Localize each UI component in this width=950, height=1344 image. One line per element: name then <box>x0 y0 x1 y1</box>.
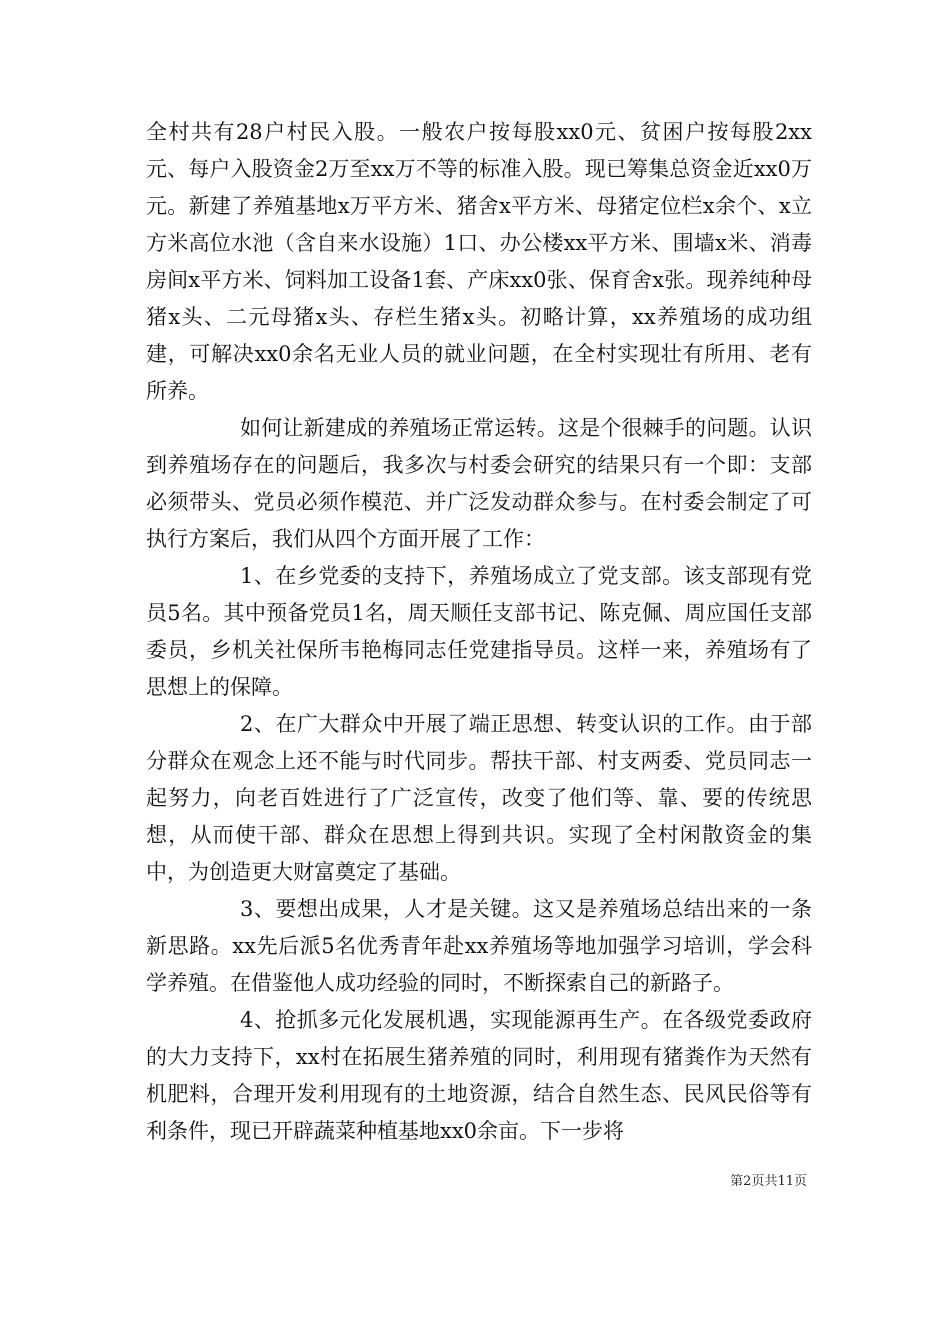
document-body <box>146 114 812 1150</box>
page-number: 第2页共11页 <box>730 1174 807 1189</box>
paragraph-item-4: 4、抢抓多元化发展机遇，实现能源再生产。在各级党委政府的大力支持下，xx村在拓展生猪养殖的同时，利用现有猪粪作为天然有机肥料，合理开发利用现有的土地资源，结合自然生态、民风民俗等有利条件，现已开辟蔬菜种植基地xx0余亩。下一步将 <box>146 1008 812 1143</box>
paragraph-operation: 如何让新建成的养殖场正常运转。这是个很棘手的问题。认识到养殖场存在的问题后，我多次与村委会研究的结果只有一个即：支部必须带头、党员必须作模范、并广泛发动群众参与。在村委会制定了可执行方案后，我们从四个方面开展了工作： <box>146 416 812 551</box>
paragraph-item-3: 3、要想出成果，人才是关键。这又是养殖场总结出来的一条新思路。xx先后派5名优秀青年赴xx养殖场等地加强学习培训，学会科学养殖。在借鉴他人成功经验的同时，不断探索自己的新路子。 <box>146 897 812 995</box>
paragraph-item-2: 2、在广大群众中开展了端正思想、转变认识的工作。由于部分群众在观念上还不能与时代同步。帮扶干部、村支两委、党员同志一起努力，向老百姓进行了广泛宣传，改变了他们等、靠、要的传统思想，从而使干部、群众在思想上得到共识。实现了全村闲散资金的集中，为创造更大财富奠定了基础。 <box>146 712 812 884</box>
paragraph-item-1: 1、在乡党委的支持下，养殖场成立了党支部。该支部现有党员5名。其中预备党员1名，周天顺任支部书记、陈克佩、周应国任支部委员，乡机关社保所韦艳梅同志任党建指导员。这样一来，养殖场有了思想上的保障。 <box>146 564 812 699</box>
paragraph-continued: 全村共有28户村民入股。一般农户按每股xx0元、贫困户按每股2xx元、每户入股资金2万至xx万不等的标准入股。现已筹集总资金近xx0万元。新建了养殖基地x万平方米、猪舍x平方米、母猪定位栏x余个、x立方米高位水池（含自来水设施）1口、办公楼xx平方米、围墙x米、消毒房间x平方米、饲料加工设备1套、产床xx0张、保育舍x张。现养纯种母猪x头、二元母猪x头、存栏生猪x头。初略计算，xx养殖场的成功组建，可解决xx0余名无业人员的就业问题，在全村实现壮有所用、老有所养。 <box>146 120 812 403</box>
